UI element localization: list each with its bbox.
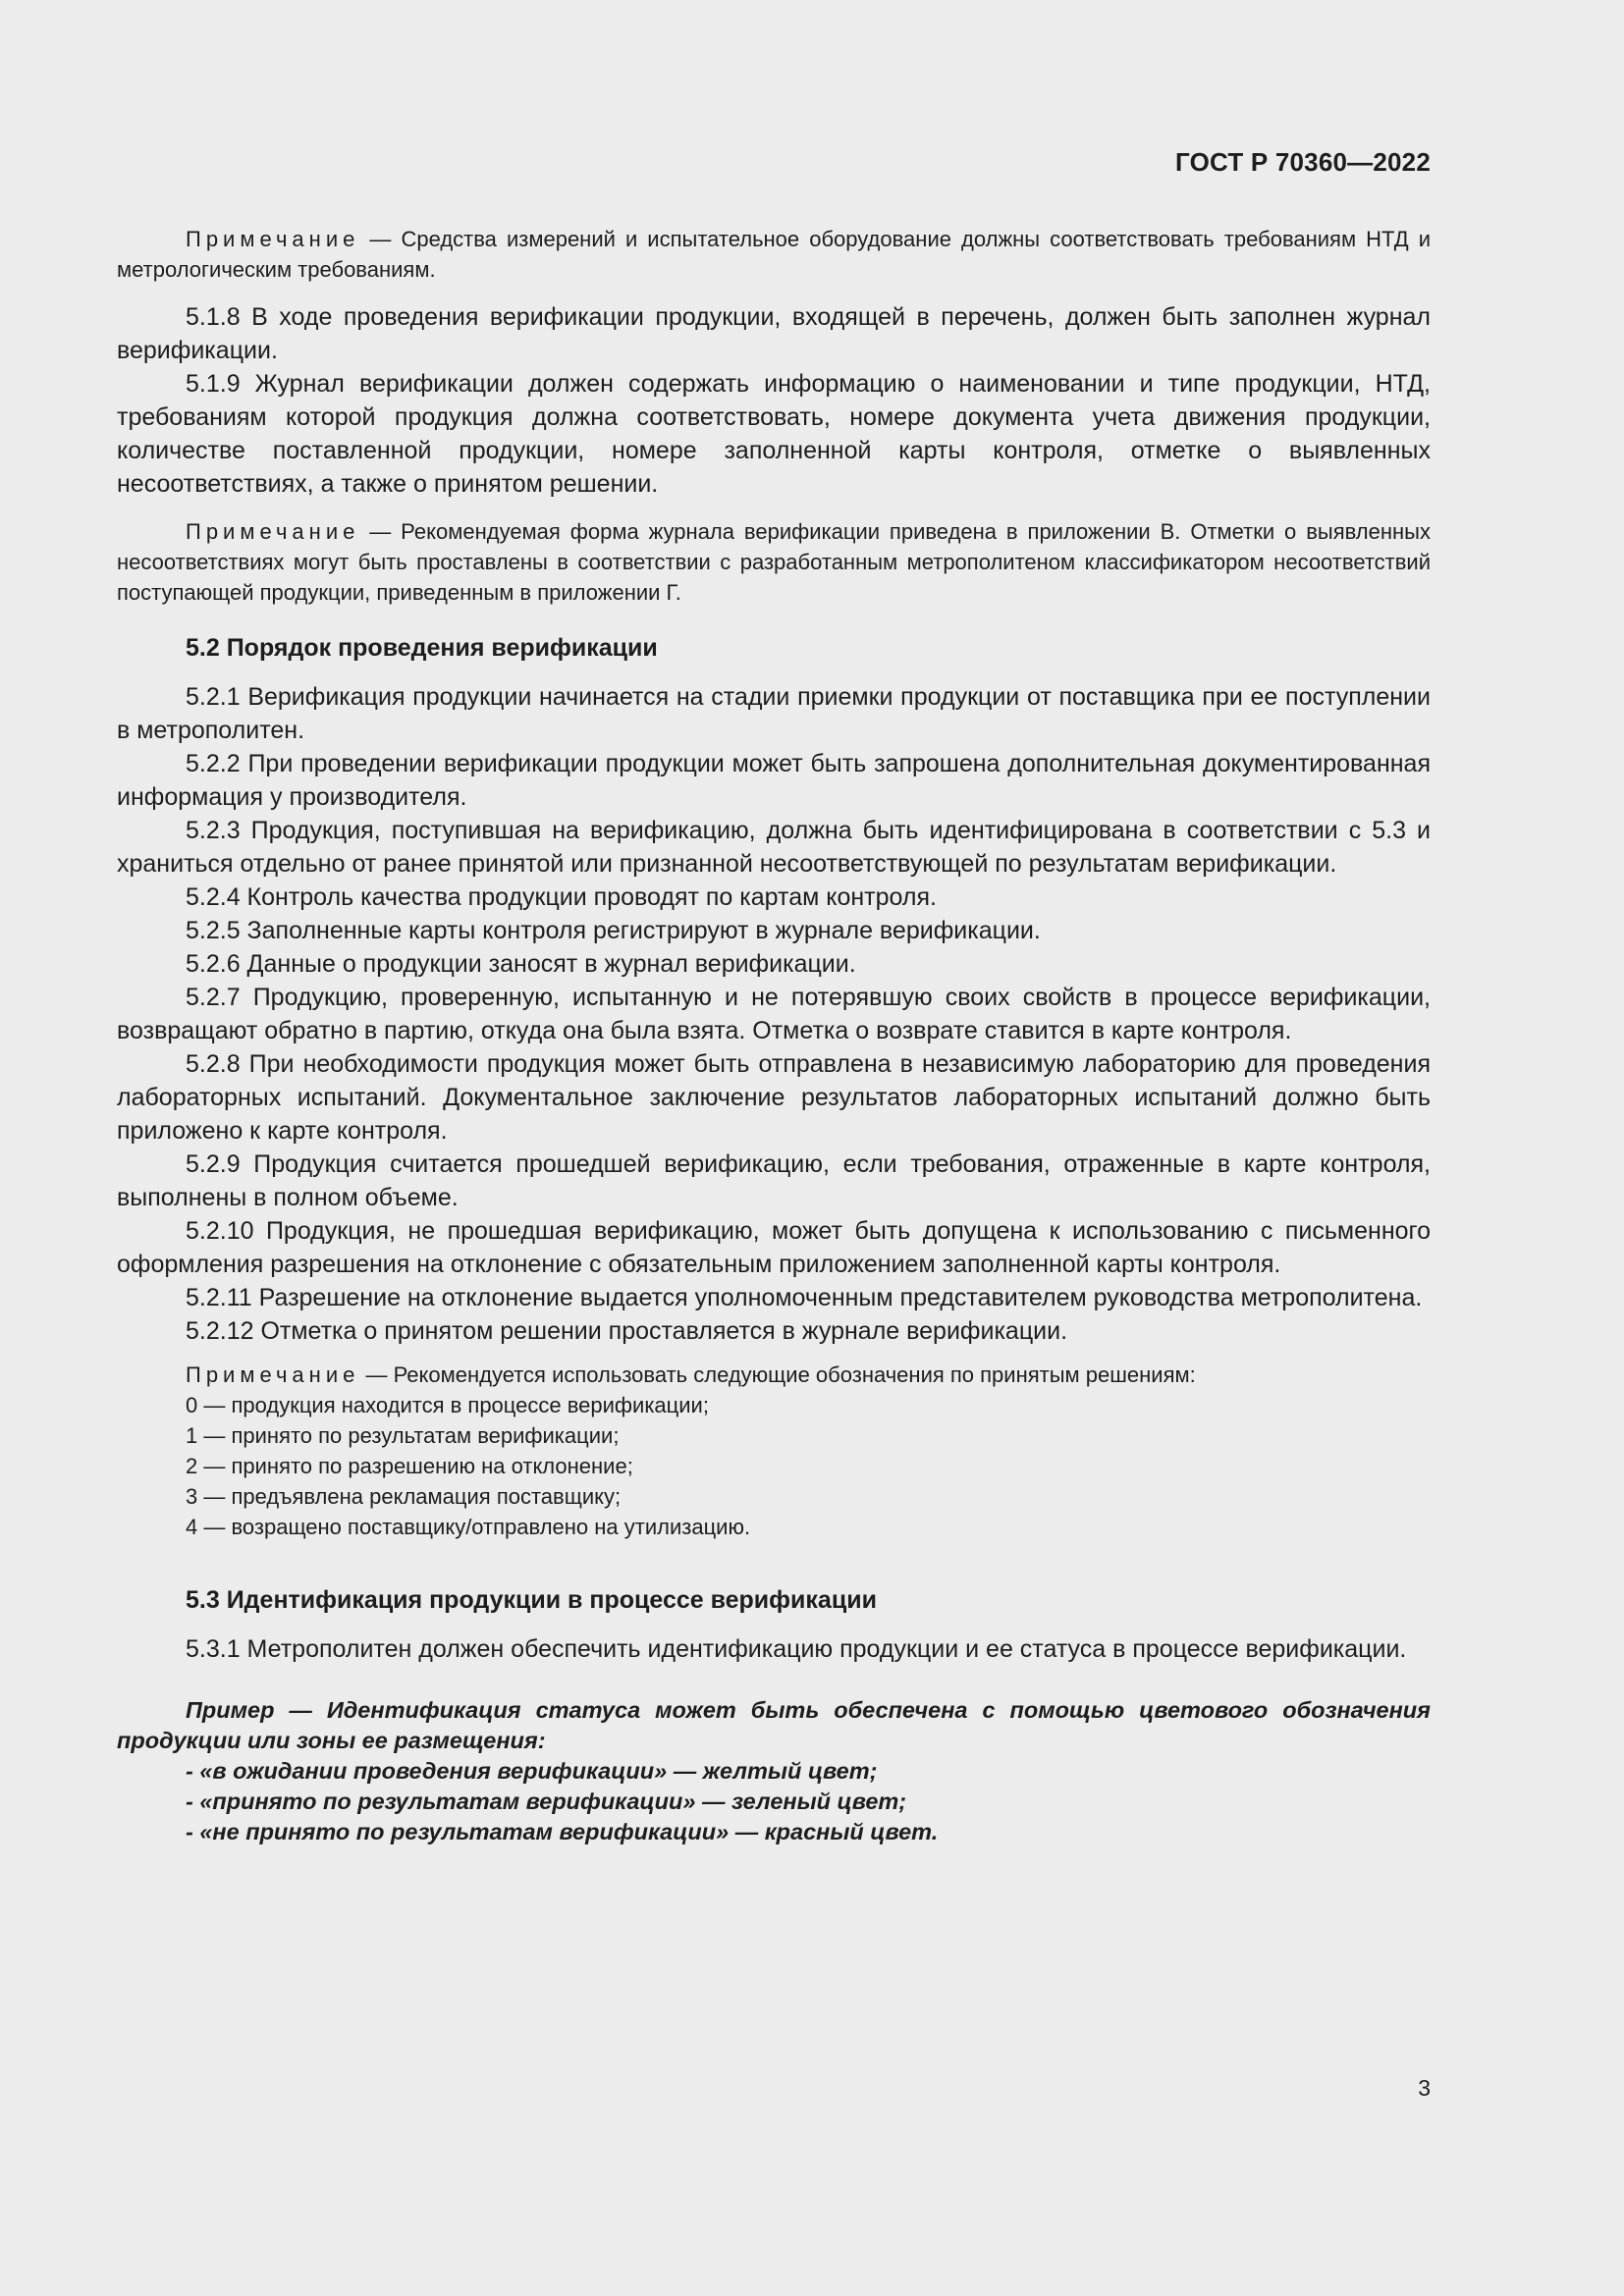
clause-5-2-11: 5.2.11 Разрешение на отклонение выдается уполномоченным представителем руководства метрополитена. bbox=[186, 1284, 1423, 1311]
section-heading-5-2: 5.2 Порядок проведения верификации bbox=[186, 634, 658, 662]
clause-5-2-4: 5.2.4 Контроль качества продукции проводят по картам контроля. bbox=[186, 883, 937, 911]
clause-5-3-1: 5.3.1 Метрополитен должен обеспечить идентификацию продукции и ее статуса в процессе верификации. bbox=[186, 1635, 1407, 1663]
standard-designation: ГОСТ Р 70360—2022 bbox=[1175, 147, 1431, 177]
note-text: — Рекомендуется использовать следующие обозначения по принятым решениям: bbox=[359, 1362, 1196, 1387]
note-label: Примечание bbox=[186, 227, 360, 251]
note-label: Примечание bbox=[186, 1362, 360, 1387]
clause-5-2-12: 5.2.12 Отметка о принятом решении проставляется в журнале верификации. bbox=[186, 1317, 1068, 1345]
decision-code-item: 3 — предъявлена рекламация поставщику; bbox=[186, 1484, 622, 1509]
clause-5-2-9: 5.2.9 Продукция считается прошедшей верификацию, если требования, отраженные в карте контроля, выполнены в полном объеме. bbox=[117, 1150, 1431, 1211]
clause-5-2-7: 5.2.7 Продукцию, проверенную, испытанную и не потерявшую своих свойств в процессе верификации, возвращают обратно в партию, откуда она была взята. Отметка о возврате ставится в карте контроля. bbox=[117, 984, 1431, 1044]
clause-5-2-2: 5.2.2 При проведении верификации продукции может быть запрошена дополнительная документированная информация у производителя. bbox=[117, 750, 1431, 811]
note-text: — Средства измерений и испытательное оборудование должны соответствовать требованиям НТД и метрологическим требованиям. bbox=[117, 227, 1431, 282]
example-item: - «не принято по результатам верификации» — красный цвет. bbox=[186, 1819, 939, 1844]
decision-code-item: 0 — продукция находится в процессе верификации; bbox=[186, 1393, 709, 1417]
note-2 bbox=[117, 516, 1431, 608]
note-text: — Рекомендуемая форма журнала верификации приведена в приложении В. Отметки о выявленных несоответствиях могут быть проставлены в соответствии с разработанным метрополитеном классификатором несоответствий поступающей продукции, приведенным в приложении Г. bbox=[117, 519, 1431, 605]
clause-5-2-3: 5.2.3 Продукция, поступившая на верификацию, должна быть идентифицирована в соответствии с 5.3 и храниться отдельно от ранее принятой или признанной несоответствующей по результатам верификации. bbox=[117, 817, 1431, 878]
clause-5-1-8: 5.1.8 В ходе проведения верификации продукции, входящей в перечень, должен быть заполнен журнал верификации. bbox=[117, 303, 1431, 364]
decision-code-item: 1 — принято по результатам верификации; bbox=[186, 1423, 620, 1448]
note-3 bbox=[117, 1360, 1431, 1542]
document-body bbox=[117, 224, 1431, 1847]
note-1 bbox=[117, 224, 1431, 285]
note-3-intro bbox=[186, 1360, 1431, 1390]
page-number: 3 bbox=[1418, 2075, 1431, 2101]
clause-5-2-10: 5.2.10 Продукция, не прошедшая верификацию, может быть допущена к использованию с письменного оформления разрешения на отклонение с обязательным приложением заполненной карты контроля. bbox=[117, 1217, 1431, 1278]
clause-5-1-9: 5.1.9 Журнал верификации должен содержать информацию о наименовании и типе продукции, НТД, требованиям которой продукция должна соответствовать, номере документа учета движения продукции, количестве поставленной продукции, номере заполненной карты контроля, отметке о выявленных несоответствиях, а также о принятом решении. bbox=[117, 370, 1431, 498]
decision-code-item: 4 — возращено поставщику/отправлено на утилизацию. bbox=[186, 1515, 751, 1539]
note-label: Примечание bbox=[186, 519, 360, 544]
clause-5-2-5: 5.2.5 Заполненные карты контроля регистрируют в журнале верификации. bbox=[186, 917, 1041, 944]
decision-code-item: 2 — принято по разрешению на отклонение; bbox=[186, 1454, 633, 1478]
clause-5-2-1: 5.2.1 Верификация продукции начинается на стадии приемки продукции от поставщика при ее поступлении в метрополитен. bbox=[117, 683, 1431, 744]
section-heading-5-3: 5.3 Идентификация продукции в процессе верификации bbox=[186, 1586, 877, 1614]
clause-5-2-6: 5.2.6 Данные о продукции заносят в журнал верификации. bbox=[186, 950, 856, 978]
example-item: - «в ожидании проведения верификации» — желтый цвет; bbox=[186, 1758, 878, 1784]
clause-5-2-8: 5.2.8 При необходимости продукция может быть отправлена в независимую лабораторию для проведения лабораторных испытаний. Документальное заключение результатов лабораторных испытаний должно быть приложено к карте контроля. bbox=[117, 1050, 1431, 1145]
example-intro: Пример — Идентификация статуса может быть обеспечена с помощью цветового обозначения продукции или зоны ее размещения: bbox=[117, 1697, 1431, 1753]
example-item: - «принято по результатам верификации» — зеленый цвет; bbox=[186, 1789, 907, 1814]
